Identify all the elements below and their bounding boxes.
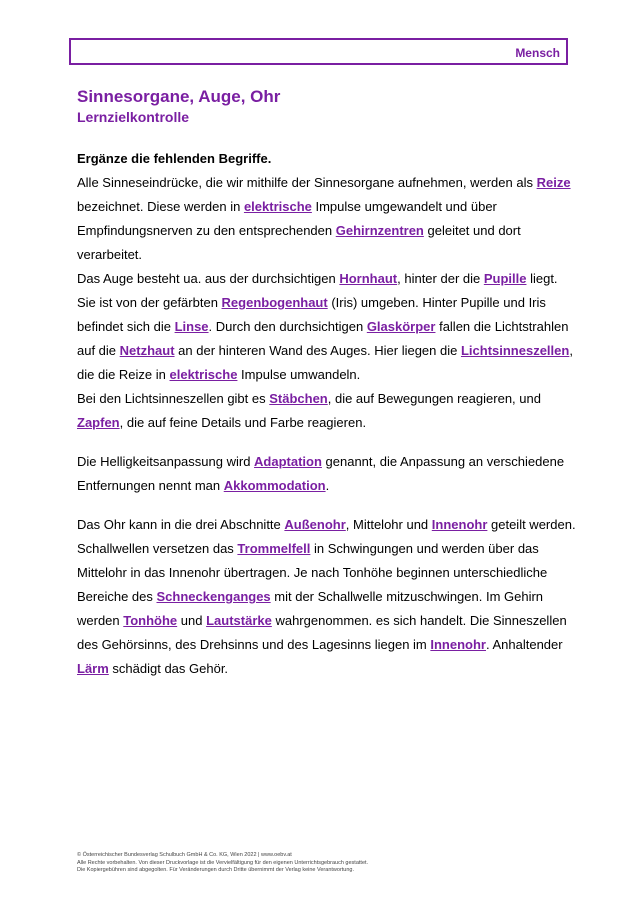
paragraph-text: , die die Reize in (77, 343, 573, 382)
answer-term: Reize (536, 175, 571, 190)
paragraph-text: . (325, 478, 330, 493)
answer-term: Innenohr (430, 637, 486, 652)
copyright-footer (77, 852, 597, 875)
answer-term: Lichtsinneszellen (460, 343, 570, 358)
paragraph-text: Impulse umgewandelt und über Empfindungsnerven zu den entsprechenden (77, 199, 497, 238)
paragraph-anpassung (77, 450, 577, 498)
answer-term: Linse (174, 319, 209, 334)
paragraph-text: , die auf Bewegungen reagieren, und (327, 391, 541, 406)
paragraph-text: wahrgenommen. es sich handelt. Die Sinneszellen des Gehörsinns, des Drehsinns und des Lagesinns liegen im (77, 613, 567, 652)
paragraph-text: bezeichnet. Diese werden in (77, 199, 244, 214)
answer-term: Regenbogenhaut (221, 295, 328, 310)
paragraph-text: geleitet und dort verarbeitet. (77, 223, 521, 262)
page-subtitle: Lernzielkontrolle (77, 109, 190, 125)
answer-term: Trommelfell (237, 541, 311, 556)
paragraph-text: Die Helligkeitsanpassung wird (77, 454, 255, 469)
answer-term: Innenohr (431, 517, 488, 532)
page-title: Sinnesorgane, Auge, Ohr (77, 87, 281, 106)
paragraph-text: mit der Schallwelle mitzuschwingen. Im Gehirn werden (77, 589, 544, 628)
answer-term: Pupille (483, 271, 527, 286)
answer-term: Gehirnzentren (335, 223, 424, 238)
paragraph-text: , die auf feine Details und Farbe reagieren. (119, 415, 367, 430)
paragraph-text: fallen die Lichtstrahlen auf die (77, 319, 569, 358)
footer-line: © Österreichischer Bundesverlag Schulbuch GmbH & Co. KG, Wien 2022 | www.oebv.at (77, 852, 292, 858)
paragraph-sinnesreize (77, 171, 577, 267)
answer-term: Hornhaut (339, 271, 398, 286)
paragraph-ohr (77, 513, 577, 681)
paragraph-auge (77, 267, 577, 387)
worksheet-content (77, 147, 577, 681)
paragraph-text: geteilt werden. Schallwellen versetzen das (77, 517, 576, 556)
paragraph-text: Das Auge besteht ua. aus der durchsichtigen (77, 271, 340, 286)
answer-term: elektrische (243, 199, 312, 214)
paragraph-text: Das Ohr kann in die drei Abschnitte (77, 517, 285, 532)
header-label: Mensch (515, 46, 560, 60)
paragraph-text: Alle Sinneseindrücke, die wir mithilfe der Sinnesorgane aufnehmen, werden als (77, 175, 537, 190)
paragraph-spacer (77, 498, 577, 513)
answer-term: Schneckenganges (156, 589, 271, 604)
paragraph-text: , Mittelohr und (345, 517, 432, 532)
paragraph-text: schädigt das Gehör. (108, 661, 229, 676)
answer-term: Lautstärke (206, 613, 272, 628)
answer-term: Glaskörper (366, 319, 436, 334)
paragraph-spacer (77, 435, 577, 450)
paragraph-text: an der hinteren Wand des Auges. Hier liegen die (174, 343, 461, 358)
answer-term: Adaptation (254, 454, 322, 469)
answer-term: Tonhöhe (123, 613, 178, 628)
paragraph-text: genannt, die Anpassung an verschiedene Entfernungen nennt man (77, 454, 565, 493)
answer-term: Außenohr (284, 517, 346, 532)
paragraph-text: liegt. Sie ist von der gefärbten (77, 271, 558, 310)
answer-term: Stäbchen (269, 391, 328, 406)
paragraph-text: Impulse umwandeln. (237, 367, 361, 382)
answer-term: Akkommodation (223, 478, 326, 493)
paragraph-text: und (177, 613, 207, 628)
paragraph-text: (Iris) umgeben. Hinter Pupille und Iris befindet sich die (77, 295, 546, 334)
answer-term: Lärm (77, 661, 109, 676)
paragraph-text: . Durch den durchsichtigen (208, 319, 367, 334)
header-box (69, 38, 568, 65)
paragraph-text: , hinter der die (397, 271, 484, 286)
footer-line: Alle Rechte vorbehalten. Von dieser Druckvorlage ist die Vervielfältigung für den eigenen Unterrichtsgebrauch gestattet. (77, 859, 369, 866)
answer-term: elektrische (169, 367, 238, 382)
answer-term: Zapfen (77, 415, 120, 430)
paragraph-lichtsinneszellen (77, 387, 577, 435)
answer-term: Netzhaut (119, 343, 175, 358)
paragraph-text: in Schwingungen und werden über das Mittelohr in das Innenohr übertragen. Je nach Tonhöhe beginnen unterschiedliche Bereiche des (77, 541, 548, 604)
paragraph-text: Bei den Lichtsinneszellen gibt es (77, 391, 270, 406)
task-instruction: Ergänze die fehlenden Begriffe. (77, 151, 272, 166)
paragraph-text: . Anhaltender (485, 637, 563, 652)
footer-line: Die Kopiergebühren sind abgegolten. Für Veränderungen durch Dritte übernimmt der Verlag keine Verantwortung. (77, 867, 355, 873)
